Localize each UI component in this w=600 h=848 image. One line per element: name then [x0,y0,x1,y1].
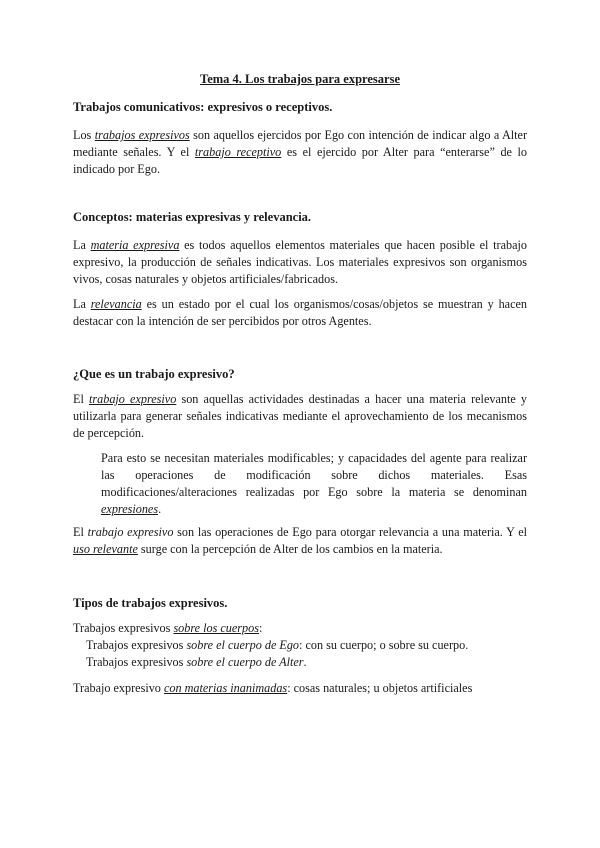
paragraph-trabajo-expresivo-def: El trabajo expresivo son aquellas actividades destinadas a hacer una materia relevante y utilizarla para generar señales indicativas mediante el aprovechamiento de los mecanismos de percepción. [73,392,527,440]
term-cuerpo-alter: sobre el cuerpo de Alter [186,655,304,669]
term-materias-inanimadas: con materias inanimadas [163,681,288,695]
paragraph-uso-relevante: El trabajo expresivo son las operaciones de Ego para otorgar relevancia a una materia. Y el uso relevante surge con la percepción de Alter de los cambios en la materia. [73,525,527,556]
term-cuerpo-ego: sobre el cuerpo de Ego [186,638,300,652]
section-heading-comunicativos: Trabajos comunicativos: expresivos o receptivos. [73,100,333,114]
section-heading-tipos: Tipos de trabajos expresivos. [73,596,228,610]
term-trabajo-receptivo: trabajo receptivo [194,145,282,159]
list-item-sobre-cuerpos: Trabajos expresivos sobre los cuerpos: [73,621,263,635]
term-relevancia: relevancia [90,297,142,311]
list-item-cuerpo-alter: Trabajos expresivos sobre el cuerpo de Alter. [86,655,307,669]
paragraph-expresiones: Para esto se necesitan materiales modificables; y capacidades del agente para realizar las operaciones de modificación sobre dichos materiales. Esas modificaciones/alteraciones realizadas por Ego sobre la materia se denominan expresiones. [101,451,527,516]
term-trabajos-expresivos: trabajos expresivos [94,128,190,142]
term-expresiones: expresiones [101,502,159,516]
paragraph-materia-expresiva: La materia expresiva es todos aquellos elementos materiales que hacen posible el trabajo expresivo, la producción de señales indicativas. Los materiales expresivos son organismos vivos, cosas naturales y objetos artificiales/fabricados. [73,238,527,286]
section-heading-que-es: ¿Que es un trabajo expresivo? [73,367,235,381]
term-materia-expresiva: materia expresiva [90,238,180,252]
term-trabajo-expresivo-2: trabajo expresivo [87,525,174,539]
list-item-cuerpo-ego: Trabajos expresivos sobre el cuerpo de Ego: con su cuerpo; o sobre su cuerpo. [86,638,469,652]
term-uso-relevante: uso relevante [73,542,138,556]
list-item-materias-inanimadas: Trabajo expresivo con materias inanimadas: cosas naturales; u objetos artificiales [73,681,473,695]
section-heading-conceptos: Conceptos: materias expresivas y relevancia. [73,210,312,224]
paragraph-trabajos-expresivos: Los trabajos expresivos son aquellos ejercidos por Ego con intención de indicar algo a Alter mediante señales. Y el trabajo receptivo es el ejercido por Alter para “enterarse” de lo indicado por Ego. [73,128,528,176]
paragraph-relevancia: La relevancia es un estado por el cual los organismos/cosas/objetos se muestran y hacen destacar con la intención de ser percibidos por otros Agentes. [73,297,527,328]
document-title: Tema 4. Los trabajos para expresarse [200,72,400,86]
term-trabajo-expresivo: trabajo expresivo [89,392,177,406]
term-sobre-los-cuerpos: sobre los cuerpos [173,621,259,635]
